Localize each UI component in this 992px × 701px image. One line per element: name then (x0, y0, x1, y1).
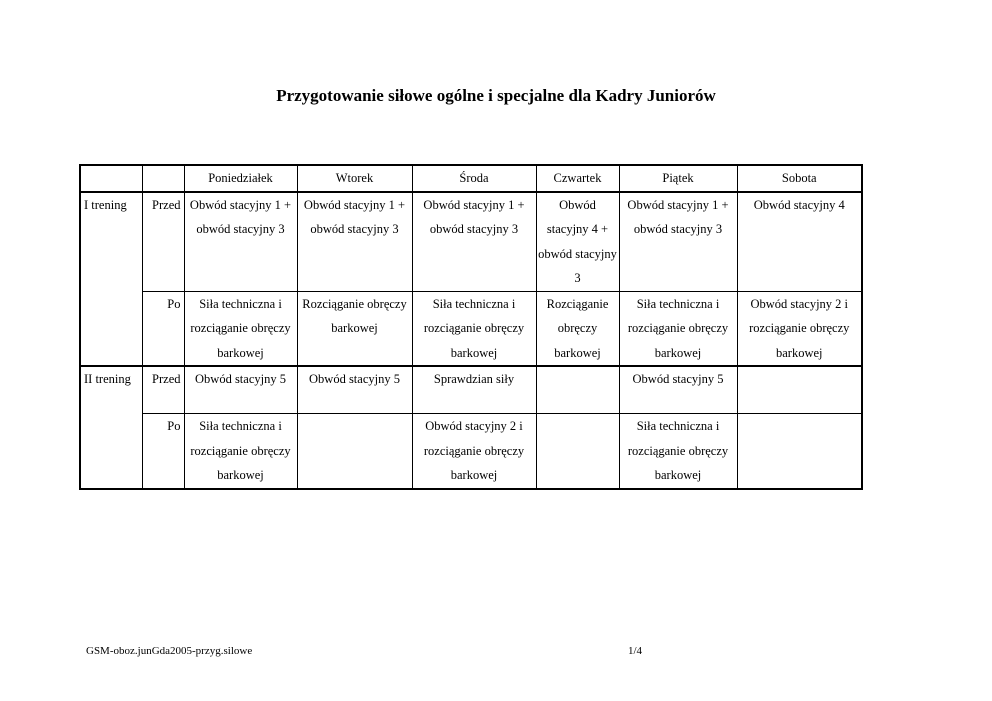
column-header-friday: Piątek (619, 165, 737, 192)
table-cell: Obwód stacyjny 4 (737, 192, 862, 292)
table-cell (536, 366, 619, 414)
phase-label: Przed (142, 366, 184, 414)
phase-label: Po (142, 291, 184, 366)
column-header-thursday: Czwartek (536, 165, 619, 192)
column-header-monday: Poniedziałek (184, 165, 297, 192)
table-cell: Obwód stacyjny 1 + obwód stacyjny 3 (297, 192, 412, 292)
table-cell: Obwód stacyjny 5 (619, 366, 737, 414)
header-row (80, 165, 862, 192)
group-label-first-training: I trening (80, 192, 142, 292)
table-cell: Obwód stacyjny 2 i rozciąganie obręczy barkowej (412, 414, 536, 489)
group-label-continuation (80, 414, 142, 489)
footer-document-name: GSM-oboz.junGda2005-przyg.silowe (86, 645, 253, 657)
table-cell (536, 414, 619, 489)
table-row (80, 366, 862, 414)
column-header-wednesday: Środa (412, 165, 536, 192)
table-cell (737, 414, 862, 489)
phase-label: Po (142, 414, 184, 489)
table-cell: Obwód stacyjny 2 i rozciąganie obręczy barkowej (737, 291, 862, 366)
table-cell: Obwód stacyjny 1 + obwód stacyjny 3 (619, 192, 737, 292)
phase-label: Przed (142, 192, 184, 292)
table-cell: Obwód stacyjny 5 (297, 366, 412, 414)
group-label-second-training: II trening (80, 366, 142, 414)
table-cell: Siła techniczna i rozciąganie obręczy barkowej (619, 414, 737, 489)
training-schedule-table (79, 164, 863, 490)
corner-cell (142, 165, 184, 192)
table-cell: Siła techniczna i rozciąganie obręczy barkowej (184, 291, 297, 366)
table-cell: Siła techniczna i rozciąganie obręczy barkowej (619, 291, 737, 366)
table-cell: Siła techniczna i rozciąganie obręczy barkowej (184, 414, 297, 489)
table-cell: Siła techniczna i rozciąganie obręczy barkowej (412, 291, 536, 366)
page-title: Przygotowanie siłowe ogólne i specjalne dla Kadry Juniorów (276, 86, 716, 105)
table-row (80, 192, 862, 292)
table-cell: Rozciąganie obręczy barkowej (536, 291, 619, 366)
table-cell: Obwód stacyjny 1 + obwód stacyjny 3 (412, 192, 536, 292)
table-cell: Obwód stacyjny 5 (184, 366, 297, 414)
group-label-continuation (80, 291, 142, 366)
table-row (80, 414, 862, 489)
column-header-tuesday: Wtorek (297, 165, 412, 192)
table-cell: Obwód stacyjny 1 + obwód stacyjny 3 (184, 192, 297, 292)
footer-page-number: 1/4 (628, 645, 643, 657)
table-cell: Obwód stacyjny 4 + obwód stacyjny 3 (536, 192, 619, 292)
table-cell: Rozciąganie obręczy barkowej (297, 291, 412, 366)
table-row (80, 291, 862, 366)
table-cell: Sprawdzian siły (412, 366, 536, 414)
corner-cell (80, 165, 142, 192)
column-header-saturday: Sobota (737, 165, 862, 192)
table-cell (737, 366, 862, 414)
table-cell (297, 414, 412, 489)
